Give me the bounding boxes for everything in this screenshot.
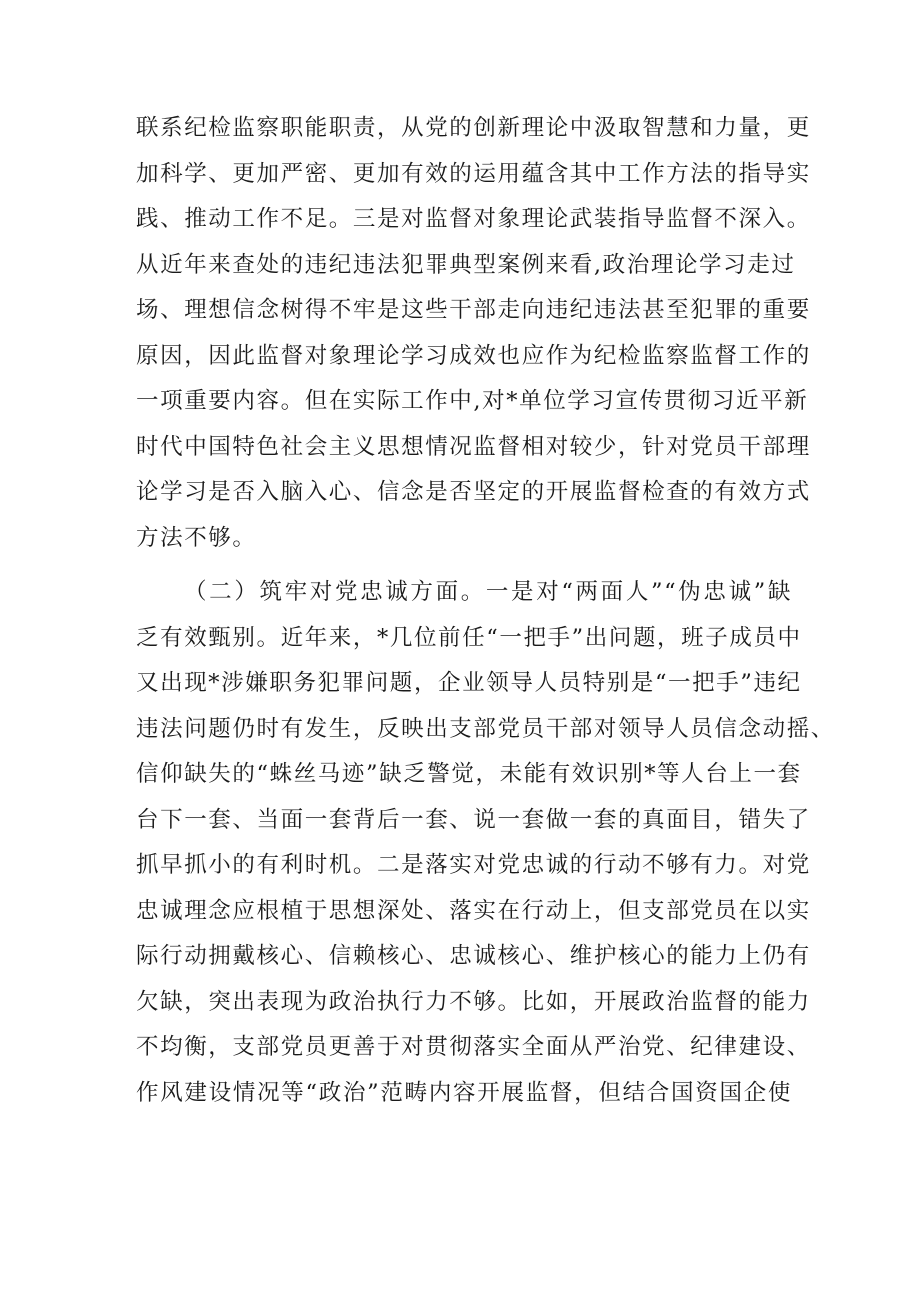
paragraph-line: 场、理想信念树得不牢是这些干部走向违纪违法甚至犯罪的重要: [136, 297, 811, 323]
paragraph-line: 不均衡，支部党员更善于对贯彻落实全面从严治党、纪律建设、: [136, 1034, 811, 1060]
paragraph-line: 信仰缺失的“蛛丝马迹”缺乏警觉，未能有效识别*等人台上一套: [136, 761, 802, 787]
paragraph-line: 作风建设情况等“政治”范畴内容开展监督，但结合国资国企使: [136, 1079, 792, 1106]
paragraph-line: 从近年来查处的违纪违法犯罪典型案例来看,政治理论学习走过: [136, 251, 796, 278]
paragraph-spacer: [136, 561, 792, 570]
paragraph-line: 违法问题仍时有发生，反映出支部党员干部对领导人员信念动摇、: [136, 715, 835, 742]
paragraph-line: 忠诚理念应根植于思想深处、落实在行动上，但支部党员在以实: [136, 897, 811, 924]
paragraph-line: 加科学、更加严密、更加有效的运用蕴含其中工作方法的指导实: [136, 160, 811, 187]
paragraph-2: [136, 570, 835, 1116]
paragraph-line: 践、推动工作不足。三是对监督对象理论武装指导监督不深入。: [136, 206, 811, 232]
paragraph-line: 抓早抓小的有利时机。二是落实对党忠诚的行动不够有力。对党: [136, 852, 811, 878]
paragraph-line: 欠缺，突出表现为政治执行力不够。比如，开展政治监督的能力: [136, 988, 811, 1015]
paragraph-line: 际行动拥戴核心、信赖核心、忠诚核心、维护核心的能力上仍有: [136, 943, 811, 969]
paragraph-line: 一项重要内容。但在实际工作中,对*单位学习宣传贯彻习近平新: [136, 388, 809, 414]
paragraph-line: 时代中国特色社会主义思想情况监督相对较少，针对党员干部理: [136, 433, 811, 460]
paragraph-line: 台下一套、当面一套背后一套、说一套做一套的真面目，错失了: [136, 806, 811, 833]
paragraph-1: [136, 106, 811, 561]
paragraph-line-indented: （二）筑牢对党忠诚方面。一是对“两面人”“伪忠诚”缺: [184, 579, 792, 605]
paragraph-line: 论学习是否入脑入心、信念是否坚定的开展监督检查的有效方式: [136, 479, 811, 505]
paragraph-line: 联系纪检监察职能职责，从党的创新理论中汲取智慧和力量，更: [136, 115, 811, 141]
paragraph-line: 乏有效甄别。近年来，*几位前任“一把手”出问题，班子成员中: [136, 624, 802, 651]
document-body: [136, 106, 835, 1116]
paragraph-line: 又出现*涉嫌职务犯罪问题，企业领导人员特别是“一把手”违纪: [136, 670, 802, 696]
paragraph-line: 原因，因此监督对象理论学习成效也应作为纪检监察监督工作的: [136, 342, 811, 369]
paragraph-line: 方法不够。: [136, 524, 257, 551]
